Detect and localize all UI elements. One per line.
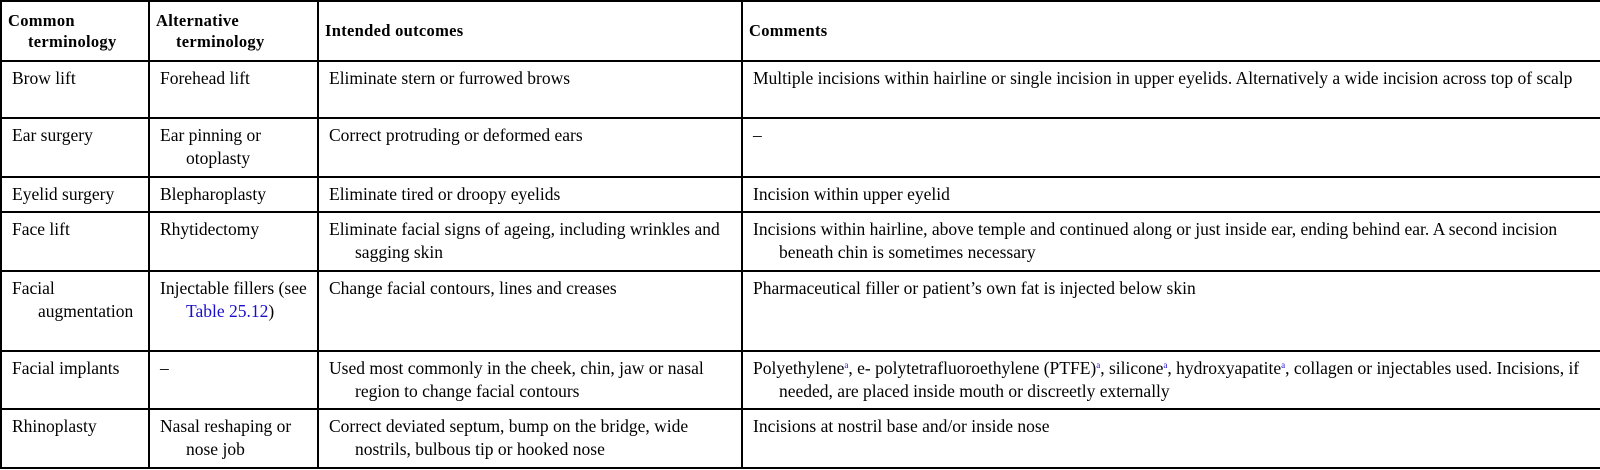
footnote-link[interactable]: a [1163, 359, 1168, 370]
alternative-suffix-text: ) [268, 300, 275, 321]
header-intended-outcomes: Intended outcomes [318, 1, 742, 61]
cell-outcomes: Eliminate stern or furrowed brows [318, 61, 742, 118]
cell-alternative: Nasal reshaping or nose job [149, 409, 318, 468]
cell-common: Rhinoplasty [1, 409, 149, 468]
header-comments: Comments [742, 1, 1600, 61]
cell-alternative: – [149, 351, 318, 410]
cell-common: Eyelid surgery [1, 177, 149, 213]
table-row [1, 61, 1600, 118]
cell-outcomes: Correct protruding or deformed ears [318, 118, 742, 177]
cell-common: Brow lift [1, 61, 149, 118]
table-25-12-link[interactable]: Table 25.12 [186, 300, 269, 321]
footnote-link[interactable]: a [1281, 359, 1286, 370]
cell-comments: Pharmaceutical filler or patient’s own fat is injected below skin [742, 271, 1600, 351]
cell-comments: Polyethylene$^a$, e- polytetrafluoroethylene (PTFE)$^a$, silicone$^a$, hydroxyapatite$^a$, collagen or injectables used. Incisions, if needed, are placed inside mouth or discreetly externally [742, 351, 1600, 410]
table-row [1, 351, 1600, 410]
cell-comments: – [742, 118, 1600, 177]
cell-outcomes: Eliminate tired or droopy eyelids [318, 177, 742, 213]
cell-common: Facial implants [1, 351, 149, 410]
cell-outcomes: Used most commonly in the cheek, chin, jaw or nasal region to change facial contours [318, 351, 742, 410]
cell-alternative [149, 271, 318, 351]
alternative-prefix-text: Injectable fillers (see [160, 277, 307, 298]
table-row [1, 212, 1600, 271]
cell-outcomes: Correct deviated septum, bump on the bridge, wide nostrils, bulbous tip or hooked nose [318, 409, 742, 468]
cell-common: Facial augmentation [1, 271, 149, 351]
cell-alternative: Rhytidectomy [149, 212, 318, 271]
header-alternative-terminology: Alternative terminology [149, 1, 318, 61]
cell-common: Face lift [1, 212, 149, 271]
cell-outcomes: Change facial contours, lines and creases [318, 271, 742, 351]
cell-comments: Incision within upper eyelid [742, 177, 1600, 213]
cell-common: Ear surgery [1, 118, 149, 177]
table-row [1, 409, 1600, 468]
table-row [1, 271, 1600, 351]
header-common-terminology: Common terminology [1, 1, 149, 61]
cell-comments: Incisions within hairline, above temple and continued along or just inside ear, ending behind ear. A second incision beneath chin is sometimes necessary [742, 212, 1600, 271]
table-header-row [1, 1, 1600, 61]
table-row [1, 177, 1600, 213]
cell-alternative: Ear pinning or otoplasty [149, 118, 318, 177]
cell-comments: Multiple incisions within hairline or single incision in upper eyelids. Alternatively a wide incision across top of scalp [742, 61, 1600, 118]
cell-comments: Incisions at nostril base and/or inside nose [742, 409, 1600, 468]
footnote-link[interactable]: a [1096, 359, 1101, 370]
footnote-link[interactable]: a [844, 359, 849, 370]
table-row [1, 118, 1600, 177]
cell-alternative: Forehead lift [149, 61, 318, 118]
cell-alternative: Blepharoplasty [149, 177, 318, 213]
cell-outcomes: Eliminate facial signs of ageing, including wrinkles and sagging skin [318, 212, 742, 271]
